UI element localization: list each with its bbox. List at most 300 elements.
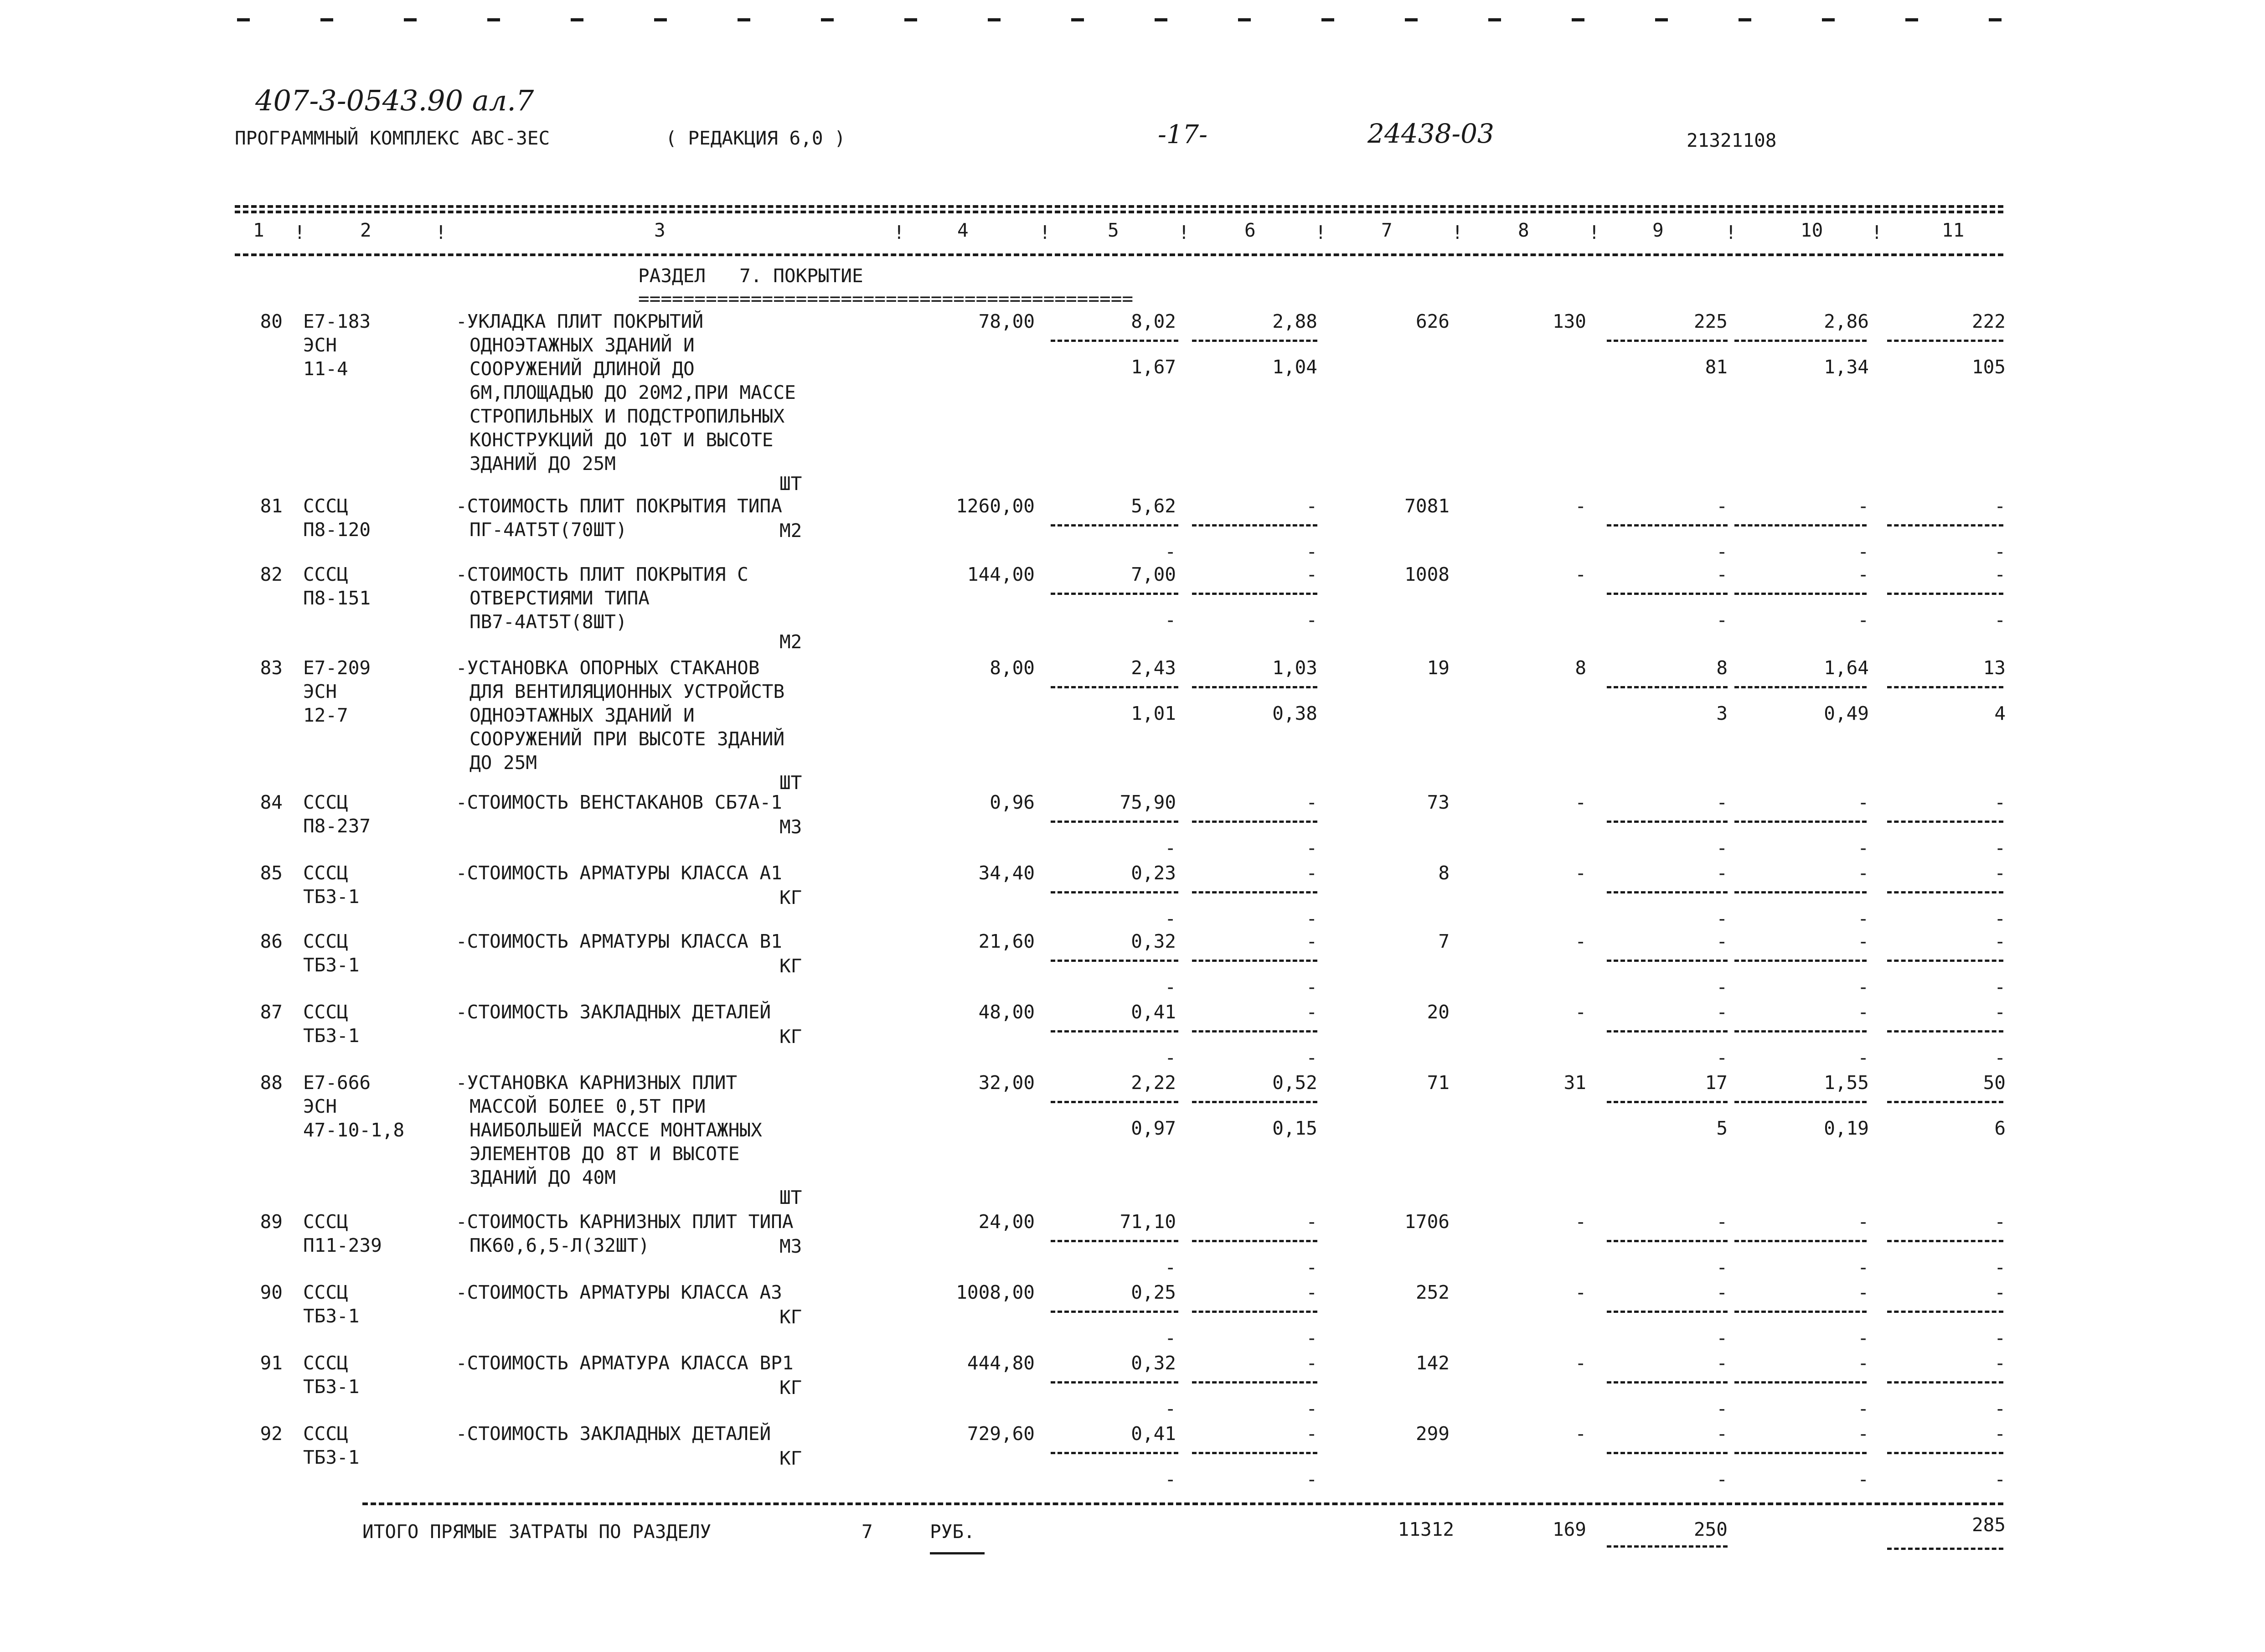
- value-rule: [1734, 1311, 1867, 1313]
- row-col10-lower: -: [1857, 1468, 1869, 1490]
- row-number: 92: [260, 1423, 283, 1445]
- value-rule: [1051, 821, 1178, 823]
- row-col9: -: [1716, 1211, 1728, 1233]
- row-col5: 8,02: [1131, 310, 1176, 332]
- value-rule: [1192, 1452, 1317, 1454]
- row-col6-lower: 0,38: [1272, 702, 1317, 724]
- value-rule: [1192, 1240, 1317, 1242]
- row-col8: -: [1575, 1352, 1586, 1374]
- row-col9-lower: -: [1716, 1468, 1728, 1490]
- row-code: СССЦ: [303, 1211, 348, 1233]
- value-rule: [1734, 1101, 1867, 1103]
- column-separator: !: [1589, 222, 1600, 243]
- total-col11-rule: [1887, 1548, 2003, 1550]
- row-col11-lower: -: [1994, 1327, 2006, 1349]
- value-rule: [1051, 1452, 1178, 1454]
- value-rule: [1051, 686, 1178, 688]
- row-col8: -: [1575, 862, 1586, 884]
- row-col9-lower: -: [1716, 1327, 1728, 1349]
- row-col10: 2,86: [1824, 310, 1869, 332]
- row-col6-lower: -: [1306, 1047, 1317, 1069]
- section-title: РАЗДЕЛ 7. ПОКРЫТИЕ: [638, 265, 863, 287]
- row-col8: -: [1575, 1001, 1586, 1023]
- row-col6-lower: -: [1306, 976, 1317, 998]
- row-code: ТБ3-1: [303, 1025, 360, 1047]
- row-col6-lower: -: [1306, 837, 1317, 859]
- row-col11: -: [1994, 930, 2006, 952]
- row-col8: -: [1575, 495, 1586, 517]
- row-col10: -: [1857, 930, 1869, 952]
- top-dash: [1488, 18, 1501, 21]
- row-code: ЭСН: [303, 1095, 337, 1117]
- row-description: -СТОИМОСТЬ ПЛИТ ПОКРЫТИЯ ТИПА: [456, 495, 782, 517]
- row-col9-lower: 81: [1705, 356, 1728, 378]
- value-rule: [1051, 1311, 1178, 1313]
- row-col11: -: [1994, 791, 2006, 813]
- column-separator: !: [435, 222, 447, 243]
- value-rule: [1607, 340, 1728, 342]
- row-number: 80: [260, 310, 283, 332]
- row-col5: 2,43: [1131, 657, 1176, 679]
- row-col8: -: [1575, 791, 1586, 813]
- row-col6-lower: -: [1306, 541, 1317, 563]
- row-col9: -: [1716, 1001, 1728, 1023]
- top-dash: [404, 18, 417, 21]
- row-col5: 0,32: [1131, 930, 1176, 952]
- row-col10: -: [1857, 563, 1869, 585]
- column-separator: !: [1039, 222, 1051, 243]
- row-col9: -: [1716, 862, 1728, 884]
- row-col9-lower: -: [1716, 908, 1728, 929]
- row-col5-lower: -: [1165, 908, 1176, 929]
- total-label: ИТОГО ПРЯМЫЕ ЗАТРАТЫ ПО РАЗДЕЛУ: [362, 1521, 712, 1543]
- row-col10-lower: 0,49: [1824, 702, 1869, 724]
- row-number: 82: [260, 563, 283, 585]
- row-col10-lower: -: [1857, 1047, 1869, 1069]
- value-rule: [1051, 1381, 1178, 1384]
- row-description: -УСТАНОВКА КАРНИЗНЫХ ПЛИТ: [456, 1072, 738, 1094]
- value-rule: [1192, 891, 1317, 893]
- row-col9-lower: 3: [1716, 702, 1728, 724]
- row-col11: -: [1994, 563, 2006, 585]
- column-header-rule: [235, 253, 2003, 256]
- row-description: -СТОИМОСТЬ ЗАКЛАДНЫХ ДЕТАЛЕЙ: [456, 1001, 771, 1023]
- row-col11-lower: -: [1994, 609, 2006, 631]
- row-unit: КГ: [779, 955, 802, 977]
- row-col10-lower: -: [1857, 908, 1869, 929]
- value-rule: [1192, 340, 1317, 342]
- row-description: -СТОИМОСТЬ АРМАТУРА КЛАССА ВР1: [456, 1352, 794, 1374]
- value-rule: [1607, 1311, 1728, 1313]
- column-header-8: 8: [1518, 219, 1529, 241]
- row-unit: КГ: [779, 1447, 802, 1469]
- row-description: СООРУЖЕНИЙ ДЛИНОЙ ДО: [470, 358, 695, 380]
- row-col10-lower: -: [1857, 541, 1869, 563]
- row-description: СООРУЖЕНИЙ ПРИ ВЫСОТЕ ЗДАНИЙ: [470, 728, 785, 750]
- row-code: СССЦ: [303, 1352, 348, 1374]
- row-col5-lower: -: [1165, 541, 1176, 563]
- row-col9: -: [1716, 791, 1728, 813]
- row-description: КОНСТРУКЦИЙ ДО 10Т И ВЫСОТЕ: [470, 429, 774, 451]
- value-rule: [1607, 1030, 1728, 1032]
- row-description: ПК60,6,5-Л(32ШТ): [470, 1234, 650, 1256]
- row-col11-lower: -: [1994, 837, 2006, 859]
- row-col6-lower: -: [1306, 1327, 1317, 1349]
- top-dash: [738, 18, 750, 21]
- row-description: ДЛЯ ВЕНТИЛЯЦИОННЫХ УСТРОЙСТВ: [470, 681, 785, 702]
- row-col6: -: [1306, 495, 1317, 517]
- row-col7: 252: [1415, 1281, 1450, 1303]
- value-rule: [1607, 1452, 1728, 1454]
- row-description: МАССОЙ БОЛЕЕ 0,5Т ПРИ: [470, 1095, 706, 1117]
- handwritten-code: 24438-03: [1367, 118, 1494, 149]
- value-rule: [1734, 891, 1867, 893]
- row-description: -УКЛАДКА ПЛИТ ПОКРЫТИЙ: [456, 310, 704, 332]
- row-unit: КГ: [779, 1026, 802, 1048]
- row-col5: 0,25: [1131, 1281, 1176, 1303]
- value-rule: [1734, 593, 1867, 595]
- row-code: ТБ3-1: [303, 1305, 360, 1327]
- row-code: ТБ3-1: [303, 1376, 360, 1398]
- row-qty: 32,00: [978, 1072, 1035, 1094]
- table-top-rule-2: [235, 211, 2003, 213]
- value-rule: [1607, 960, 1728, 962]
- value-rule: [1192, 593, 1317, 595]
- total-section: 7: [862, 1521, 873, 1543]
- top-dash: [1905, 18, 1918, 21]
- row-col6-lower: 1,04: [1272, 356, 1317, 378]
- value-rule: [1192, 524, 1317, 527]
- value-rule: [1607, 891, 1728, 893]
- value-rule: [1192, 686, 1317, 688]
- row-col9-lower: -: [1716, 976, 1728, 998]
- value-rule: [1734, 1030, 1867, 1032]
- row-qty: 48,00: [978, 1001, 1035, 1023]
- row-code: СССЦ: [303, 862, 348, 884]
- row-col8: -: [1575, 930, 1586, 952]
- row-col6-lower: 0,15: [1272, 1117, 1317, 1139]
- row-col10: -: [1857, 495, 1869, 517]
- row-code: ТБ3-1: [303, 886, 360, 908]
- row-col5-lower: -: [1165, 609, 1176, 631]
- row-description: ЭЛЕМЕНТОВ ДО 8Т И ВЫСОТЕ: [470, 1143, 740, 1165]
- row-qty: 144,00: [967, 563, 1035, 585]
- value-rule: [1192, 1030, 1317, 1032]
- value-rule: [1607, 821, 1728, 823]
- row-col8: -: [1575, 563, 1586, 585]
- row-number: 88: [260, 1072, 283, 1094]
- row-col5-lower: 1,67: [1131, 356, 1176, 378]
- column-header-7: 7: [1381, 219, 1393, 241]
- row-description: ПГ-4АТ5Т(70ШТ): [470, 519, 627, 541]
- row-col6: -: [1306, 1423, 1317, 1445]
- column-separator: !: [294, 222, 305, 243]
- value-rule: [1051, 524, 1178, 527]
- row-col10: 1,55: [1824, 1072, 1869, 1094]
- row-col9: -: [1716, 930, 1728, 952]
- row-col5: 0,41: [1131, 1001, 1176, 1023]
- value-rule: [1192, 821, 1317, 823]
- currency-underline: [930, 1552, 985, 1554]
- row-col7: 73: [1427, 791, 1450, 813]
- value-rule: [1192, 960, 1317, 962]
- value-rule: [1051, 1101, 1178, 1103]
- value-rule: [1887, 524, 2003, 527]
- row-description: ЗДАНИЙ ДО 25М: [470, 453, 616, 475]
- row-col6-lower: -: [1306, 908, 1317, 929]
- section-rule: ============================================: [638, 288, 1134, 310]
- row-col10-lower: 1,34: [1824, 356, 1869, 378]
- row-col5-lower: -: [1165, 1047, 1176, 1069]
- row-col9: -: [1716, 495, 1728, 517]
- row-description: -СТОИМОСТЬ КАРНИЗНЫХ ПЛИТ ТИПА: [456, 1211, 794, 1233]
- row-col10: -: [1857, 1423, 1869, 1445]
- value-rule: [1607, 593, 1728, 595]
- row-col5: 2,22: [1131, 1072, 1176, 1094]
- row-col9-lower: -: [1716, 1398, 1728, 1420]
- top-dash: [1655, 18, 1668, 21]
- row-col8: -: [1575, 1281, 1586, 1303]
- top-dash: [1155, 18, 1167, 21]
- total-col9-rule: [1607, 1545, 1728, 1548]
- top-dash: [1238, 18, 1251, 21]
- row-col11: -: [1994, 1281, 2006, 1303]
- top-dash: [1572, 18, 1584, 21]
- row-col7: 626: [1415, 310, 1450, 332]
- row-unit: ШТ: [779, 473, 802, 495]
- page-number: -17-: [1158, 120, 1208, 150]
- row-col5-lower: -: [1165, 1468, 1176, 1490]
- column-header-4: 4: [957, 219, 969, 241]
- row-col10-lower: -: [1857, 976, 1869, 998]
- row-col6-lower: -: [1306, 1398, 1317, 1420]
- row-qty: 21,60: [978, 930, 1035, 952]
- row-col5: 75,90: [1120, 791, 1176, 813]
- value-rule: [1051, 340, 1178, 342]
- value-rule: [1607, 1101, 1728, 1103]
- row-col5: 71,10: [1120, 1211, 1176, 1233]
- value-rule: [1734, 340, 1867, 342]
- value-rule: [1607, 1240, 1728, 1242]
- row-description: -СТОИМОСТЬ АРМАТУРЫ КЛАССА А3: [456, 1281, 782, 1303]
- row-col7: 7: [1438, 930, 1450, 952]
- row-col7: 71: [1427, 1072, 1450, 1094]
- row-qty: 8,00: [990, 657, 1035, 679]
- row-number: 87: [260, 1001, 283, 1023]
- document-number: 21321108: [1687, 129, 1777, 151]
- row-code: СССЦ: [303, 495, 348, 517]
- row-code: 47-10-1,8: [303, 1119, 405, 1141]
- row-col5: 7,00: [1131, 563, 1176, 585]
- top-dash: [320, 18, 333, 21]
- row-col11-lower: -: [1994, 1256, 2006, 1278]
- row-col10-lower: -: [1857, 1398, 1869, 1420]
- row-unit: ШТ: [779, 1187, 802, 1208]
- row-col10-lower: -: [1857, 1256, 1869, 1278]
- row-col6: -: [1306, 862, 1317, 884]
- handwritten-reference: 407-3-0543.90 ал.7: [255, 84, 534, 117]
- row-col11-lower: 105: [1971, 356, 2006, 378]
- value-rule: [1051, 1240, 1178, 1242]
- value-rule: [1192, 1311, 1317, 1313]
- row-col5: 5,62: [1131, 495, 1176, 517]
- row-col8: 31: [1563, 1072, 1586, 1094]
- row-description: НАИБОЛЬШЕЙ МАССЕ МОНТАЖНЫХ: [470, 1119, 762, 1141]
- column-separator: !: [1725, 222, 1737, 243]
- row-code: Е7-209: [303, 657, 371, 679]
- top-dash: [1071, 18, 1084, 21]
- row-code: ТБ3-1: [303, 954, 360, 976]
- row-col9: -: [1716, 563, 1728, 585]
- top-dash: [1822, 18, 1835, 21]
- row-col9: -: [1716, 1352, 1728, 1374]
- value-rule: [1887, 960, 2003, 962]
- top-dash: [1405, 18, 1418, 21]
- value-rule: [1887, 1311, 2003, 1313]
- row-col8: -: [1575, 1211, 1586, 1233]
- row-col6: -: [1306, 1211, 1317, 1233]
- row-col5-lower: -: [1165, 1327, 1176, 1349]
- value-rule: [1887, 686, 2003, 688]
- row-description: -СТОИМОСТЬ ЗАКЛАДНЫХ ДЕТАЛЕЙ: [456, 1423, 771, 1445]
- top-dash: [654, 18, 667, 21]
- column-header-3: 3: [654, 219, 666, 241]
- value-rule: [1887, 593, 2003, 595]
- row-col5-lower: -: [1165, 837, 1176, 859]
- row-col9: 225: [1693, 310, 1728, 332]
- value-rule: [1887, 1452, 2003, 1454]
- top-dash: [487, 18, 500, 21]
- top-dash: [1739, 18, 1751, 21]
- top-dash: [904, 18, 917, 21]
- row-col9-lower: -: [1716, 609, 1728, 631]
- top-dash: [1321, 18, 1334, 21]
- row-col8: 130: [1552, 310, 1586, 332]
- row-number: 81: [260, 495, 283, 517]
- row-description: -СТОИМОСТЬ ПЛИТ ПОКРЫТИЯ С: [456, 563, 748, 585]
- row-unit: КГ: [779, 887, 802, 909]
- row-unit: КГ: [779, 1377, 802, 1399]
- row-qty: 1008,00: [956, 1281, 1035, 1303]
- row-col6: -: [1306, 1352, 1317, 1374]
- row-qty: 729,60: [967, 1423, 1035, 1445]
- value-rule: [1734, 1381, 1867, 1384]
- value-rule: [1887, 1030, 2003, 1032]
- row-qty: 0,96: [990, 791, 1035, 813]
- row-code: СССЦ: [303, 563, 348, 585]
- value-rule: [1734, 821, 1867, 823]
- row-col9-lower: -: [1716, 1047, 1728, 1069]
- top-dash: [571, 18, 583, 21]
- row-col10: -: [1857, 862, 1869, 884]
- row-qty: 1260,00: [956, 495, 1035, 517]
- value-rule: [1051, 1030, 1178, 1032]
- column-separator: !: [893, 222, 905, 243]
- row-code: П8-151: [303, 587, 371, 609]
- row-code: ЭСН: [303, 681, 337, 702]
- row-number: 91: [260, 1352, 283, 1374]
- value-rule: [1734, 1240, 1867, 1242]
- row-code: СССЦ: [303, 1001, 348, 1023]
- row-number: 89: [260, 1211, 283, 1233]
- column-header-10: 10: [1801, 219, 1823, 241]
- row-code: ЭСН: [303, 334, 337, 356]
- row-col6-lower: -: [1306, 609, 1317, 631]
- row-code: 11-4: [303, 358, 348, 380]
- value-rule: [1192, 1381, 1317, 1384]
- row-col9: -: [1716, 1281, 1728, 1303]
- column-separator: !: [1871, 222, 1883, 243]
- row-code: П8-120: [303, 519, 371, 541]
- column-separator: !: [1178, 222, 1190, 243]
- total-col9: 250: [1693, 1518, 1728, 1540]
- column-header-6: 6: [1244, 219, 1256, 241]
- row-code: СССЦ: [303, 1281, 348, 1303]
- row-description: -СТОИМОСТЬ ВЕНСТАКАНОВ СБ7А-1: [456, 791, 782, 813]
- row-col7: 1008: [1404, 563, 1450, 585]
- row-qty: 444,80: [967, 1352, 1035, 1374]
- value-rule: [1887, 821, 2003, 823]
- value-rule: [1051, 593, 1178, 595]
- column-separator: !: [1452, 222, 1463, 243]
- row-col6: 2,88: [1272, 310, 1317, 332]
- row-col6: -: [1306, 930, 1317, 952]
- row-col7: 7081: [1404, 495, 1450, 517]
- row-col9-lower: -: [1716, 837, 1728, 859]
- total-col11: 285: [1971, 1514, 2006, 1536]
- edition: ( РЕДАКЦИЯ 6,0 ): [666, 127, 846, 149]
- row-col5-lower: -: [1165, 976, 1176, 998]
- total-currency: РУБ.: [930, 1521, 975, 1543]
- row-number: 83: [260, 657, 283, 679]
- row-col6: 1,03: [1272, 657, 1317, 679]
- row-col11-lower: -: [1994, 1468, 2006, 1490]
- row-col11-lower: 6: [1994, 1117, 2006, 1139]
- row-col11: -: [1994, 1423, 2006, 1445]
- row-code: ТБ3-1: [303, 1446, 360, 1468]
- value-rule: [1734, 1452, 1867, 1454]
- row-col6-lower: -: [1306, 1256, 1317, 1278]
- row-col9-lower: 5: [1716, 1117, 1728, 1139]
- row-description: -СТОИМОСТЬ АРМАТУРЫ КЛАССА А1: [456, 862, 782, 884]
- row-col6: -: [1306, 1281, 1317, 1303]
- row-code: СССЦ: [303, 1423, 348, 1445]
- row-qty: 34,40: [978, 862, 1035, 884]
- row-description: -УСТАНОВКА ОПОРНЫХ СТАКАНОВ: [456, 657, 760, 679]
- row-col10: -: [1857, 791, 1869, 813]
- row-col5: 0,32: [1131, 1352, 1176, 1374]
- column-header-11: 11: [1942, 219, 1965, 241]
- row-col9-lower: -: [1716, 541, 1728, 563]
- row-col11: 222: [1971, 310, 2006, 332]
- row-col11-lower: -: [1994, 976, 2006, 998]
- row-description: ПВ7-4АТ5Т(8ШТ): [470, 611, 627, 633]
- row-description: -СТОИМОСТЬ АРМАТУРЫ КЛАССА В1: [456, 930, 782, 952]
- column-header-1: 1: [253, 219, 264, 241]
- row-col11: 50: [1983, 1072, 2006, 1094]
- value-rule: [1887, 1381, 2003, 1384]
- row-col6: -: [1306, 563, 1317, 585]
- row-col7: 20: [1427, 1001, 1450, 1023]
- value-rule: [1734, 686, 1867, 688]
- row-description: СТРОПИЛЬНЫХ И ПОДСТРОПИЛЬНЫХ: [470, 405, 785, 427]
- row-col9: -: [1716, 1423, 1728, 1445]
- column-header-5: 5: [1108, 219, 1119, 241]
- row-col7: 8: [1438, 862, 1450, 884]
- value-rule: [1887, 891, 2003, 893]
- row-col6: 0,52: [1272, 1072, 1317, 1094]
- row-col10: -: [1857, 1211, 1869, 1233]
